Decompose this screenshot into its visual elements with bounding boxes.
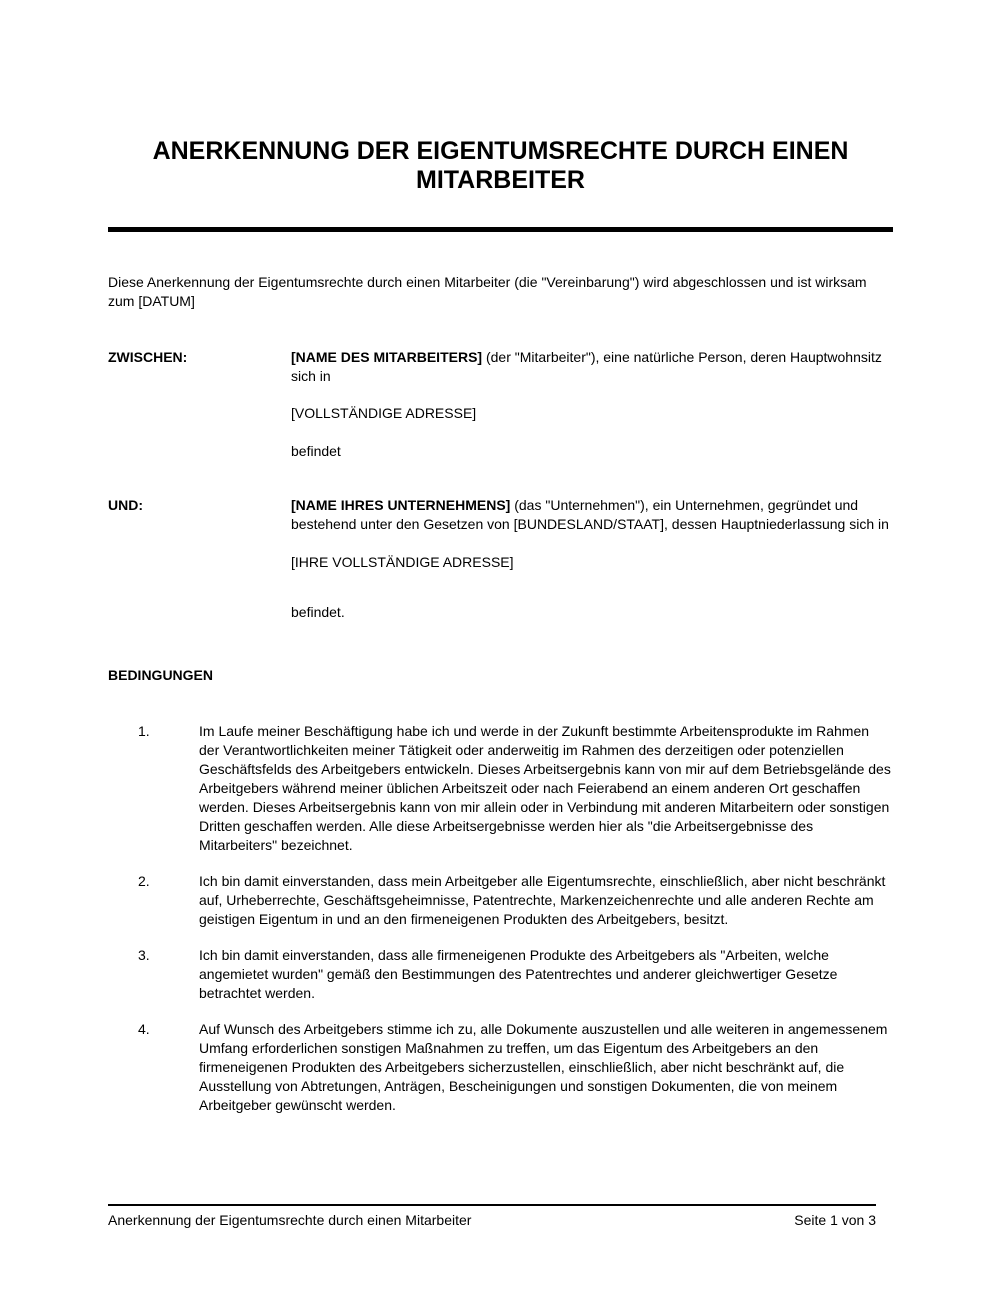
footer-rule <box>108 1204 876 1206</box>
term-text: Im Laufe meiner Beschäftigung habe ich und werde in der Zukunft bestimmte Arbeitensprodukte im Rahmen der Verantwortlichkeiten meiner Tätigkeit oder anderweitig im Rahmen des derzeitigen oder potenziellen Geschäftsfelds des Arbeitgebers entwickeln. Dieses Arbeitsergebnis kann von mir auf dem Betriebsgelände des Arbeitgebers während meiner üblichen Arbeitszeit oder nach Feierabend an einem anderen Ort geschaffen werden. Dieses Arbeitsergebnis kann von mir allein oder in Verbindung mit anderen Mitarbeitern oder sonstigen Dritten geschaffen werden. Alle diese Arbeitsergebnisse werden hier als "die Arbeitsergebnisse des Mitarbeiters" bezeichnet. <box>199 723 891 853</box>
term-number: 2. <box>138 873 150 889</box>
term-item-4 <box>108 1020 893 1115</box>
employee-address-placeholder: [VOLLSTÄNDIGE ADRESSE] <box>291 405 477 421</box>
title-rule <box>108 227 893 232</box>
party-name-paragraph <box>291 348 893 386</box>
document-content <box>0 137 1000 1115</box>
party-body-zwischen <box>291 348 893 461</box>
term-item-3 <box>108 946 893 1003</box>
document-title <box>108 137 893 195</box>
term-number: 3. <box>138 947 150 963</box>
term-number: 1. <box>138 723 150 739</box>
party-row-zwischen <box>108 348 893 461</box>
party-body-und <box>291 496 893 622</box>
term-number: 4. <box>138 1021 150 1037</box>
party-name-paragraph <box>291 496 893 534</box>
party-row-und <box>108 496 893 622</box>
employee-name-placeholder: [NAME DES MITARBEITERS] <box>291 349 483 365</box>
intro-paragraph: Diese Anerkennung der Eigentumsrechte durch einen Mitarbeiter (die "Vereinbarung") wird abgeschlossen und ist wirksam zum [DATUM] <box>108 274 867 309</box>
term-text: Ich bin damit einverstanden, dass mein Arbeitgeber alle Eigentumsrechte, einschließlich, aber nicht beschränkt auf, Urheberrechte, Geschäftsgeheimnisse, Patentrechte, Markenzeichenrechte und alle anderen Rechte am geistigen Eigentum in und an den firmeneigenen Produkten des Arbeitgebers, besitzt. <box>199 873 886 927</box>
party-label-zwischen: ZWISCHEN: <box>108 349 188 365</box>
term-item-1 <box>108 722 893 855</box>
term-item-2 <box>108 872 893 929</box>
footer-row <box>108 1211 876 1230</box>
party-name-rest: (das "Unternehmen"), ein Unternehmen, gegründet und bestehend unter den Gesetzen von [BUNDESLAND/STAAT], dessen Hauptniederlassung sich in <box>291 497 889 532</box>
party-tail-text: befindet <box>291 443 341 459</box>
company-name-placeholder: [NAME IHRES UNTERNEHMENS] <box>291 497 511 513</box>
footer-document-title: Anerkennung der Eigentumsrechte durch einen Mitarbeiter <box>108 1212 472 1228</box>
term-text: Auf Wunsch des Arbeitgebers stimme ich zu, alle Dokumente auszustellen und alle weiteren in angemessenem Umfang erforderlichen sonstigen Maßnahmen zu treffen, um das Eigentum des Arbeitgebers an den firmeneigenen Produkten des Arbeitgebers sicherzustellen, einschließlich, aber nicht beschränkt auf, die Ausstellung von Abtretungen, Anträgen, Bescheinigungen und sonstigen Dokumenten, die von meinem Arbeitgeber gewünscht werden. <box>199 1021 888 1113</box>
document-title-line-1: ANERKENNUNG DER EIGENTUMSRECHTE DURCH EINEN <box>152 137 849 165</box>
page-footer <box>108 1204 876 1230</box>
party-name-rest: (der "Mitarbeiter"), eine natürliche Person, deren Hauptwohnsitz sich in <box>291 349 882 384</box>
terms-heading: BEDINGUNGEN <box>108 667 214 683</box>
company-address-placeholder: [IHRE VOLLSTÄNDIGE ADRESSE] <box>291 554 514 570</box>
footer-page-number: Seite 1 von 3 <box>794 1212 876 1228</box>
party-tail-text: befindet. <box>291 604 345 620</box>
document-title-line-2: MITARBEITER <box>416 166 585 194</box>
party-label-und: UND: <box>108 497 143 513</box>
term-text: Ich bin damit einverstanden, dass alle firmeneigenen Produkte des Arbeitgebers als "Arbeiten, welche angemietet wurden" gemäß den Bestimmungen des Patentrechtes und anderer gleichwertiger Gesetze betrachtet werden. <box>199 947 838 1001</box>
